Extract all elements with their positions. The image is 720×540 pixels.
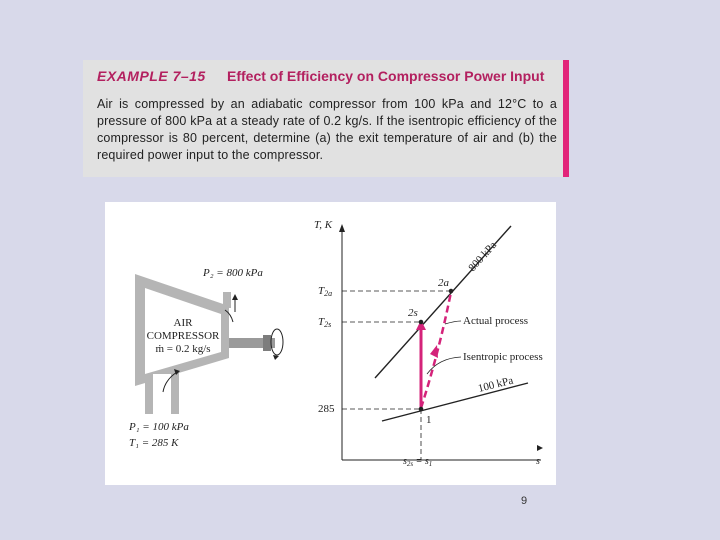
isobar-800kpa-label: 800 kPa	[466, 239, 500, 275]
inlet-temperature-label: T₁ = 285 K	[129, 437, 179, 449]
compressor-inlet-pipe-right	[171, 368, 179, 414]
inlet-pressure-label: P₁ = 100 kPa	[129, 421, 189, 433]
example-label: EXAMPLE 7–15	[97, 68, 206, 84]
example-box	[83, 60, 569, 177]
state-2a-point	[449, 289, 454, 294]
figure-panel	[105, 202, 556, 485]
isobar-100kpa	[382, 383, 528, 421]
t-axis-label: T, K	[314, 219, 333, 231]
compressor-inlet-pipe	[145, 374, 153, 414]
s-axis-label: s	[536, 456, 540, 467]
page-number: 9	[521, 495, 528, 507]
compressor-schematic	[128, 267, 283, 449]
example-text: Air is compressed by an adiabatic compressor from 100 kPa and 12°C to a pressure of 800 kPa at a steady rate of 0.2 kg/s. If the isentropic efficiency of the compressor is 80 percent, determine (a) the exit temperature of air and (b) the required power input to the compressor.	[97, 97, 557, 162]
ts-diagram	[314, 219, 543, 468]
t2s-label: T2s	[318, 316, 332, 329]
actual-process-leader	[445, 321, 461, 324]
actual-process-arrow-icon	[430, 345, 438, 358]
t2a-label: T2a	[318, 285, 333, 298]
state-2a-label: 2a	[438, 277, 449, 289]
example-title: Effect of Efficiency on Compressor Power Input	[227, 68, 545, 84]
state-1-point	[419, 407, 424, 412]
isobar-100kpa-label: 100 kPa	[476, 374, 515, 395]
mass-flow-label: ṁ = 0.2 kg/s	[155, 343, 211, 355]
state-2s-point	[419, 320, 424, 325]
figure-svg	[105, 202, 556, 485]
example-heading	[97, 68, 545, 84]
compressor-name-line2: COMPRESSOR	[146, 330, 220, 342]
state-1-label: 1	[426, 414, 432, 426]
s-label: $s_{2s} = s_1$	[403, 456, 433, 468]
outlet-pressure-label: P₂ = 800 kPa	[203, 267, 263, 279]
t1-value-label: 285	[318, 403, 335, 415]
compressor-name-line1: AIR	[173, 317, 193, 329]
state-2s-label: 2s	[408, 307, 418, 319]
isentropic-process-label: Isentropic process	[463, 351, 543, 363]
actual-process-label: Actual process	[463, 315, 529, 327]
